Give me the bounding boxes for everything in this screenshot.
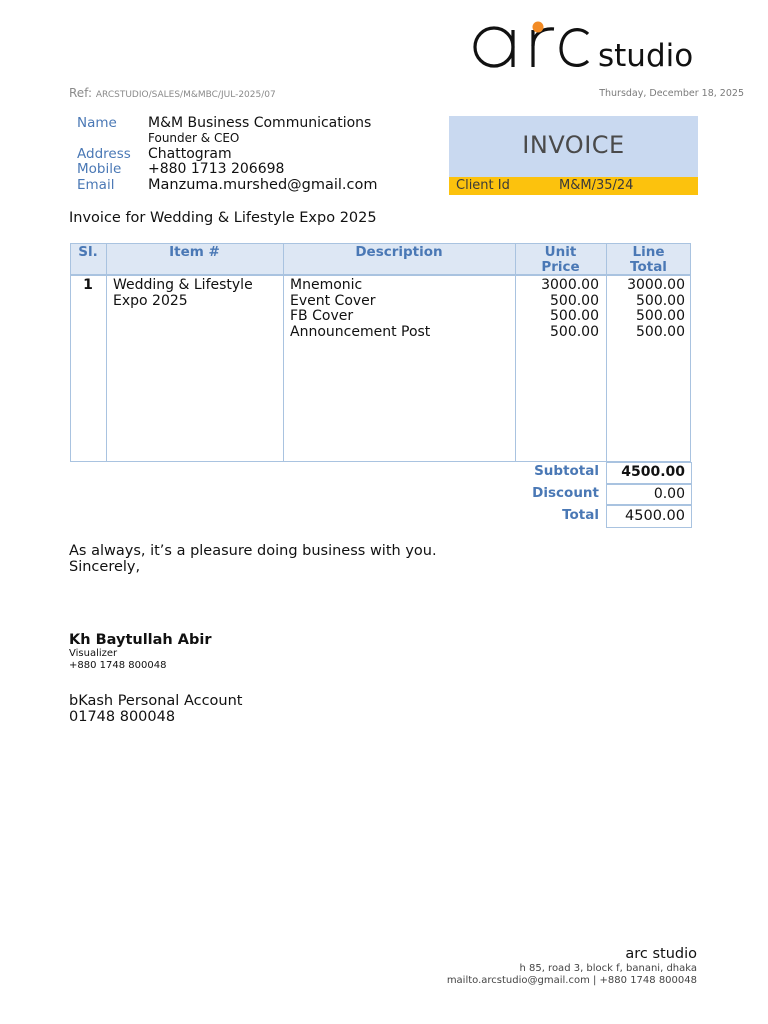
description-line: Announcement Post [290, 323, 431, 340]
line-total: 500.00 [636, 323, 685, 340]
header-item: Item # [169, 244, 220, 260]
line-total: 500.00 [636, 292, 685, 309]
ref-code: ARCSTUDIO/SALES/M&MBC/JUL-2025/07 [95, 90, 276, 100]
closing-line: As always, it’s a pleasure doing business with you. [69, 543, 437, 559]
total-value: 4500.00 [606, 505, 692, 528]
footer-contact: mailto.arcstudio@gmail.com | +880 1748 800048 [446, 975, 697, 986]
signatory-role: Visualizer [69, 648, 118, 659]
header-unit-price-line1: Unit [544, 244, 577, 260]
row-unit-prices [515, 278, 599, 340]
header-sl: Sl. [78, 244, 98, 260]
signatory-name: Kh Baytullah Abir [69, 632, 212, 648]
client-id-label: Client Id [456, 178, 510, 193]
header-line-total [606, 245, 691, 275]
client-mobile-label: Mobile [77, 161, 122, 177]
description-line: Event Cover [290, 292, 376, 309]
footer-company: arc studio [625, 946, 697, 962]
client-id-value: M&M/35/24 [559, 178, 634, 193]
column-divider [515, 243, 516, 462]
header-line-total-line1: Line [632, 244, 665, 260]
signatory-phone: +880 1748 800048 [69, 660, 167, 671]
unit-price: 500.00 [550, 308, 599, 324]
row-descriptions [290, 278, 430, 340]
payment-number: 01748 800048 [69, 709, 176, 725]
total-label: Total [562, 507, 599, 523]
ref-label: Ref: [69, 86, 93, 100]
row-sl: 1 [83, 277, 93, 293]
unit-price: 500.00 [550, 292, 599, 309]
client-address: Chattogram [148, 146, 232, 162]
client-address-label: Address [77, 146, 131, 162]
column-divider [606, 243, 607, 462]
client-mobile: +880 1713 206698 [148, 161, 285, 177]
row-item-line2: Expo 2025 [113, 292, 188, 309]
payment-method: bKash Personal Account [69, 693, 243, 709]
row-item-line1: Wedding & Lifestyle [113, 277, 253, 293]
row-line-totals [606, 278, 685, 340]
discount-label: Discount [532, 485, 599, 501]
unit-price: 500.00 [550, 323, 599, 340]
invoice-subject: Invoice for Wedding & Lifestyle Expo 2025 [69, 210, 377, 226]
column-divider [283, 243, 284, 462]
subtotal-value: 4500.00 [606, 462, 692, 484]
client-title: Founder & CEO [148, 131, 240, 145]
row-item [113, 278, 253, 309]
client-email: Manzuma.murshed@gmail.com [148, 177, 378, 193]
description-line: Mnemonic [290, 277, 363, 293]
header-line-total-line2: Total [630, 259, 667, 275]
line-total: 500.00 [636, 308, 685, 324]
logo-suffix: studio [598, 38, 694, 74]
client-name: M&M Business Communications [148, 115, 372, 131]
invoice-date: Thursday, December 18, 2025 [599, 88, 744, 99]
line-total: 3000.00 [627, 277, 685, 293]
closing-salutation: Sincerely, [69, 559, 141, 575]
header-unit-price [515, 245, 606, 275]
discount-value: 0.00 [606, 484, 692, 505]
company-logo [470, 20, 710, 76]
description-line: FB Cover [290, 308, 354, 324]
reference-line [69, 86, 276, 100]
header-unit-price-line2: Price [541, 259, 580, 275]
footer-address: h 85, road 3, block f, banani, dhaka [519, 963, 697, 974]
invoice-title: INVOICE [522, 131, 625, 159]
header-description: Description [355, 244, 443, 260]
column-divider [106, 243, 107, 462]
unit-price: 3000.00 [541, 277, 599, 293]
client-name-label: Name [77, 115, 117, 131]
client-email-label: Email [77, 177, 115, 193]
subtotal-label: Subtotal [534, 463, 599, 479]
